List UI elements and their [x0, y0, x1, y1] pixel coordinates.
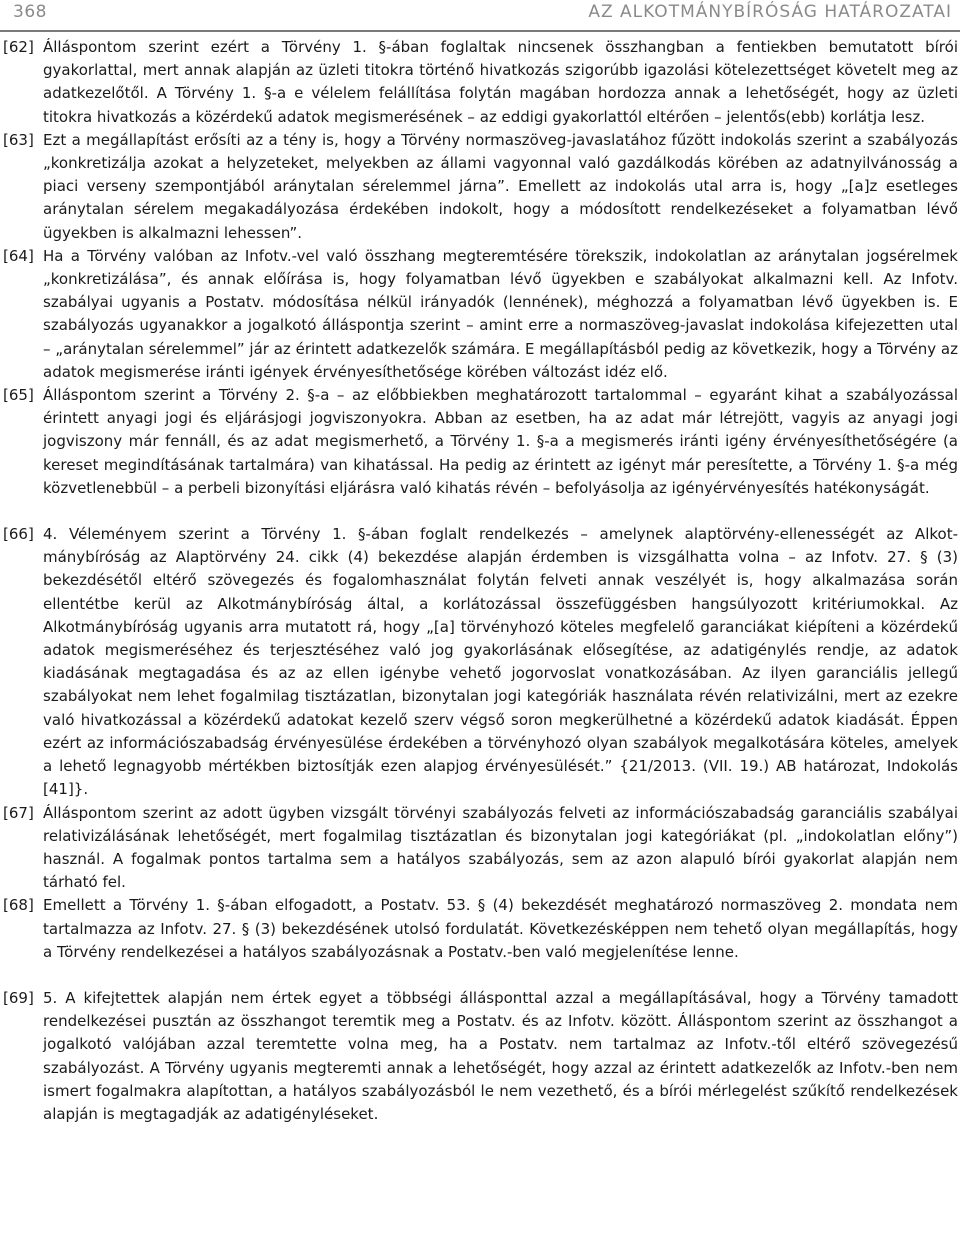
- paragraph-67: [0, 802, 960, 895]
- paragraph-number: [66]: [3, 525, 34, 544]
- paragraph-63: [0, 129, 960, 245]
- paragraph-62: [0, 36, 960, 129]
- paragraph-text: Álláspontom szerint az adott ügyben vizsgált törvényi szabályozás felveti az információszabadság garanciális szabályai relativizálásának lehetőségét, mert fogalmilag tisztázatlan és bizonytalan jogi kategóriákat (pl. „indokolatlan előny”) használ. A fogalmak pontos tartalma sem a hatályos szabályozás, sem az azon alapuló bírói gyakorlat alapján nem tárható fel.: [43, 803, 958, 892]
- paragraph-number: [69]: [3, 988, 34, 1007]
- paragraph-text: 4. Véleményem szerint a Törvény 1. §-ában foglalt rendelkezés – amelynek alaptörvény-ellenességét az Alkotmánybíróság az Alaptörvény 24. cikk (4) bekezdése alapján érdemben is vizsgálhatta volna – az Infotv. 27. § (3) bekezdésétől eltérő szövegezés és fogalomhasználat folytán felveti annak veszélyét is, hogy alkalmazása során ellentétbe kerül az Alkotmánybíróság által, a korlátozással összefüggésben hangsúlyozott kritériumokkal. Az Alkotmánybíróság ugyanis arra mutatott rá, hogy „[a] törvényhozó köteles megfelelő garanciákat kiépíteni a közérdekű adatok megismeréséhez és terjesztéséhez való jog gyakorlásának elősegítése, az adatigénylés rendje, az adatok kiadásának megtagadása és az az ellen igénybe vehető jogorvoslat vonatkozásában. Az ilyen garanciális jellegű szabályokat nem lehet fogalmilag tisztázatlan, bizonytalan jogi kategóriák használata révén relativizálni, mert az ezekre való hivatkozással a közérdekű adatokat kezelő szerv végső soron megkerülhetné a közérdekű adatok kiadását. Éppen ezért az információszabadság érvényesülése érdekében a törvényhozó olyan szabályok megalkotására köteles, amelyek a lehető legnagyobb mértékben biztosítják ezen alapjog érvényesülését.” {21/2013. (VII. 19.) AB határozat, Indokolás [41]}.: [43, 525, 958, 799]
- running-title: AZ ALKOTMÁNYBÍRÓSÁG HATÁROZATAI: [588, 2, 952, 22]
- paragraph-number: [64]: [3, 246, 34, 265]
- paragraph-number: [63]: [3, 130, 34, 149]
- paragraph-66: [0, 523, 960, 801]
- document-body: [0, 36, 960, 1126]
- paragraph-text: Ezt a megállapítást erősíti az a tény is, hogy a Törvény normaszöveg-javaslatához fűzött indokolás szerint a szabályozás „konkretizálja azokat a helyzeteket, melyekben az állami vagyonnal való gazdálkodás körében az adatnyilvánosság a piaci verseny szempontjából aránytalan sérelemmel járna”. Emellett az indokolás utal arra is, hogy „[a]z esetleges aránytalan sérelem megakadályozása érdekében indokolt, hogy a módosított rendelkezéseket a folyamatban lévő ügyekben is alkalmazni lehessen”.: [43, 130, 958, 242]
- header-rule: [0, 30, 960, 32]
- paragraph-number: [62]: [3, 38, 34, 56]
- paragraph-text: Ha a Törvény valóban az Infotv.-vel való összhang megteremtésére törekszik, indokolatlan az aránytalan jogsérelmek „konkretizálása”, és annak előírása is, hogy folyamatban lévő ügyekben e szabályokat alkalmazni kell. Az Infotv. szabályai ugyanis a Postatv. módosítása nélkül irányadók (lennének), méghozzá a folyamatban lévő ügyekben is. E szabályozás ugyanakkor a jogalkotó álláspontja szerint – amint erre a normaszöveg-javaslat indokolása kifejezetten utal – „aránytalan sérelemmel” jár az érintett adatkezelők számára. E megállapításból pedig az következik, hogy a Törvény az adatok megismerése iránti igények érvényesíthetősége körében változást idéz elő.: [43, 246, 958, 381]
- paragraph-text: Emellett a Törvény 1. §-ában elfogadott, a Postatv. 53. § (4) bekezdését meghatározó normaszöveg 2. mondata nem tartalmazza az Infotv. 27. § (3) bekezdésének utolsó fordulatát. Következésképpen nem tehető olyan megállapítás, hogy a Törvény rendelkezései a hatályos szabályozásnak a Postatv.-ben való megjelenítése lenne.: [43, 896, 958, 961]
- paragraph-68: [0, 894, 960, 964]
- paragraph-text: Álláspontom szerint ezért a Törvény 1. §-ában foglaltak nincsenek összhangban a fentiekben bemutatott bírói gyakorlattal, mert annak alapján az üzleti titokra történő hivatkozás szigorúbb igazolási kötelezettséget követelt meg az adatkezelőtől. A Törvény 1. §-a e vélelem felállítása folytán magában hordozza annak a lehetőségét, hogy az üzleti titokra hivatkozás a közérdekű adatok megismerésének – az eddigi gyakorlattól eltérően – jelentős(ebb) korlátja lesz.: [43, 38, 958, 126]
- paragraph-64: [0, 245, 960, 384]
- paragraph-69: [0, 987, 960, 1126]
- page-number: 368: [13, 2, 47, 22]
- paragraph-number: [67]: [3, 803, 34, 822]
- paragraph-text: Álláspontom szerint a Törvény 2. §-a – az előbbiekben meghatározott tartalommal – egyaránt kihat a szabályozással érintett anyagi jogi és eljárásjogi jogviszonyokra. Abban az esetben, ha az adat már létrejött, vagyis az anyagi jogi jogviszony már fennáll, és az adat megismerhető, a Törvény 1. §-a a megismerés iránti igény érvényesíthetőségére (a kereset megindításának tartalmára) van kihatással. Ha pedig az érintett az igényt már peresítette, a Törvény 1. §-a még közvetlenebbül – a perbeli bizonyítási eljárásra való kihatás révén – befolyásolja az igényérvényesítés hatékonyságát.: [43, 386, 958, 497]
- paragraph-65: [0, 384, 960, 500]
- paragraph-text: 5. A kifejtettek alapján nem értek egyet a többségi állásponttal azzal a megállapításával, hogy a Törvény tamadott rendelkezései pusztán az összhangot teremtik meg a Postatv. és az Infotv. között. Álláspontom szerint az összhangot a jogalkotó valójában azzal teremtette volna meg, ha a Postatv. nem tartalmaz az Infotv.-től eltérő szövegezésű szabályozást. A Törvény ugyanis megteremti annak a lehetőségét, hogy azzal az érintett adatkezelők az Infotv.-ben nem ismert fogalmakra alapítottan, a hatályos szabályozásból le nem vezethető, és a bírói mérlegelést szűkítő rendelkezések alapján is megtagadják az adatigényléseket.: [43, 988, 958, 1123]
- paragraph-number: [65]: [3, 386, 34, 405]
- page-header: [0, 0, 960, 32]
- paragraph-number: [68]: [3, 896, 34, 915]
